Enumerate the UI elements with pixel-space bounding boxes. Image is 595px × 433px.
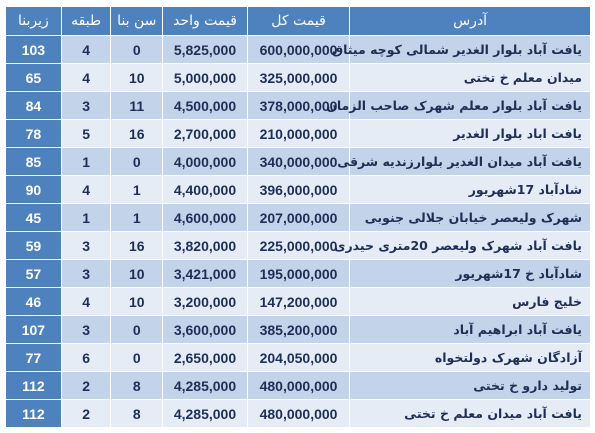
cell-total-price: 147,200,000: [247, 288, 349, 316]
cell-age: 10: [111, 260, 163, 288]
cell-unit-price: 3,600,000: [163, 316, 248, 344]
cell-address: شهرک ولیعصر خیابان جلالی جنوبی: [350, 204, 591, 232]
cell-total-price: 195,000,000: [247, 260, 349, 288]
cell-age: 0: [111, 316, 163, 344]
cell-floor: 1: [61, 148, 111, 176]
cell-unit-price: 5,000,000: [163, 64, 248, 92]
table-row: [6, 204, 591, 232]
cell-total-price: 207,000,000: [247, 204, 349, 232]
cell-floor: 6: [61, 344, 111, 372]
cell-unit-price: 3,200,000: [163, 288, 248, 316]
cell-age: 0: [111, 148, 163, 176]
cell-age: 1: [111, 176, 163, 204]
header-age: سن بنا: [111, 7, 163, 36]
cell-unit-price: 3,820,000: [163, 232, 248, 260]
cell-unit-price: 3,421,000: [163, 260, 248, 288]
cell-age: 11: [111, 92, 163, 120]
cell-unit-price: 4,400,000: [163, 176, 248, 204]
cell-age: 10: [111, 64, 163, 92]
cell-address: میدان معلم خ تختی: [350, 64, 591, 92]
cell-total-price: 396,000,000: [247, 176, 349, 204]
cell-address: آزادگان شهرک دولتخواه: [350, 344, 591, 372]
cell-total-price: 225,000,000: [247, 232, 349, 260]
cell-floor: 2: [61, 400, 111, 428]
cell-age: 10: [111, 288, 163, 316]
cell-total-price: 204,050,000: [247, 344, 349, 372]
price-table-container: [5, 6, 591, 428]
cell-area: 84: [6, 92, 62, 120]
cell-age: 1: [111, 204, 163, 232]
cell-address: شادآباد 17شهریور: [350, 176, 591, 204]
cell-floor: 3: [61, 260, 111, 288]
cell-address: یافت آباد میدان معلم خ تختی: [350, 400, 591, 428]
cell-age: 8: [111, 400, 163, 428]
table-row: [6, 400, 591, 428]
table-row: [6, 64, 591, 92]
table-row: [6, 372, 591, 400]
cell-unit-price: 4,285,000: [163, 400, 248, 428]
cell-total-price: 340,000,000: [247, 148, 349, 176]
cell-address: یافت آباد میدان الغدیر بلوارزندیه شرقی: [350, 148, 591, 176]
cell-area: 65: [6, 64, 62, 92]
table-row: [6, 36, 591, 64]
cell-age: 0: [111, 344, 163, 372]
cell-address: تولید دارو خ تختی: [350, 372, 591, 400]
cell-area: 57: [6, 260, 62, 288]
table-body: [6, 36, 591, 428]
cell-total-price: 480,000,000: [247, 400, 349, 428]
cell-area: 78: [6, 120, 62, 148]
table-row: [6, 92, 591, 120]
cell-floor: 4: [61, 36, 111, 64]
cell-area: 59: [6, 232, 62, 260]
cell-address: شادآباد خ 17شهریور: [350, 260, 591, 288]
cell-floor: 5: [61, 120, 111, 148]
cell-address: یافت اباد بلوار الغدیر: [350, 120, 591, 148]
cell-floor: 3: [61, 316, 111, 344]
cell-floor: 4: [61, 288, 111, 316]
cell-address: یافت آباد شهرک ولیعصر 20متری حیدری: [350, 232, 591, 260]
cell-total-price: 378,000,000: [247, 92, 349, 120]
table-row: [6, 344, 591, 372]
cell-area: 46: [6, 288, 62, 316]
cell-total-price: 210,000,000: [247, 120, 349, 148]
cell-address: یافت آباد بلوار الغدیر شمالی کوچه میثاق: [350, 36, 591, 64]
header-address: آدرس: [350, 7, 591, 36]
cell-area: 103: [6, 36, 62, 64]
cell-area: 107: [6, 316, 62, 344]
cell-unit-price: 4,500,000: [163, 92, 248, 120]
header-unit-price: قیمت واحد: [163, 7, 248, 36]
cell-unit-price: 2,700,000: [163, 120, 248, 148]
cell-area: 85: [6, 148, 62, 176]
cell-area: 45: [6, 204, 62, 232]
table-row: [6, 148, 591, 176]
cell-area: 77: [6, 344, 62, 372]
cell-unit-price: 5,825,000: [163, 36, 248, 64]
cell-area: 112: [6, 372, 62, 400]
cell-area: 90: [6, 176, 62, 204]
cell-age: 0: [111, 36, 163, 64]
cell-floor: 1: [61, 204, 111, 232]
cell-unit-price: 4,285,000: [163, 372, 248, 400]
cell-total-price: 325,000,000: [247, 64, 349, 92]
cell-age: 16: [111, 232, 163, 260]
cell-total-price: 385,200,000: [247, 316, 349, 344]
cell-floor: 4: [61, 176, 111, 204]
cell-age: 8: [111, 372, 163, 400]
cell-area: 112: [6, 400, 62, 428]
cell-unit-price: 4,000,000: [163, 148, 248, 176]
header-row: [6, 7, 591, 36]
cell-unit-price: 2,650,000: [163, 344, 248, 372]
cell-floor: 4: [61, 64, 111, 92]
price-table: [5, 6, 591, 428]
table-row: [6, 232, 591, 260]
cell-address: خلیج فارس: [350, 288, 591, 316]
table-row: [6, 176, 591, 204]
table-row: [6, 260, 591, 288]
table-row: [6, 120, 591, 148]
cell-address: یافت آباد ابراهیم آباد: [350, 316, 591, 344]
cell-floor: 3: [61, 92, 111, 120]
header-floor: طبقه: [61, 7, 111, 36]
cell-total-price: 480,000,000: [247, 372, 349, 400]
cell-floor: 3: [61, 232, 111, 260]
header-area: زیربنا: [6, 7, 62, 36]
cell-age: 16: [111, 120, 163, 148]
cell-unit-price: 4,600,000: [163, 204, 248, 232]
cell-address: یافت آباد بلوار معلم شهرک صاحب الزمان: [350, 92, 591, 120]
table-row: [6, 316, 591, 344]
table-row: [6, 288, 591, 316]
cell-total-price: 600,000,000: [247, 36, 349, 64]
cell-floor: 2: [61, 372, 111, 400]
header-total-price: قیمت کل: [247, 7, 349, 36]
